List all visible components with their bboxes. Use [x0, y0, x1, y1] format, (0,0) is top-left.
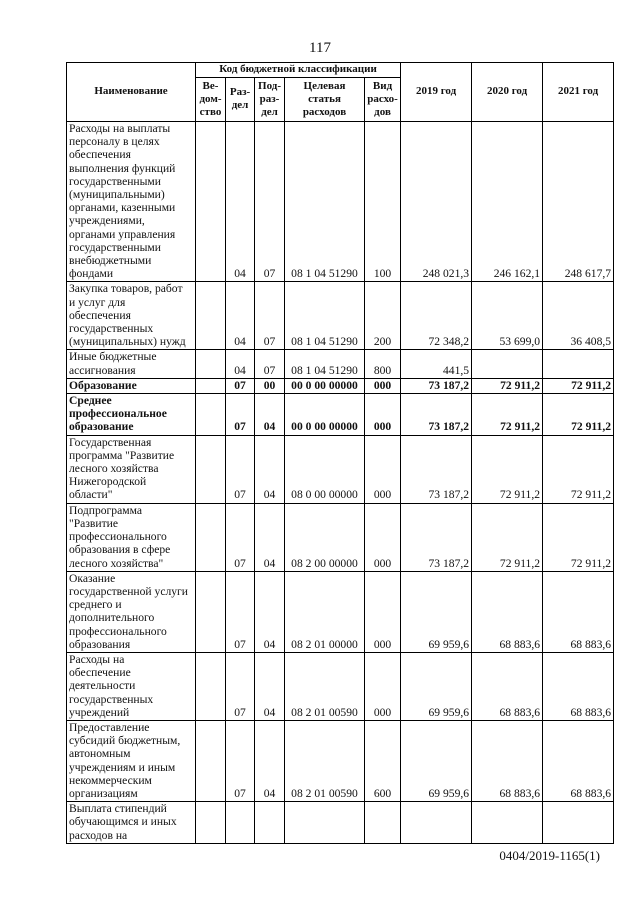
row-value-2021: 72 911,2 — [543, 394, 614, 436]
row-vedomstvo — [196, 350, 226, 378]
header-code-group: Код бюджетной классификации — [196, 63, 401, 78]
row-target-code: 08 0 00 00000 — [285, 435, 365, 503]
row-value-2020: 53 699,0 — [472, 282, 543, 350]
row-value-2019: 73 187,2 — [401, 503, 472, 571]
row-value-2019: 69 959,6 — [401, 571, 472, 652]
header-2019: 2019 год — [401, 63, 472, 122]
row-vid: 000 — [365, 378, 401, 393]
table-row — [67, 282, 614, 350]
row-razdel: 07 — [226, 435, 255, 503]
row-vid: 000 — [365, 652, 401, 720]
row-value-2019: 73 187,2 — [401, 378, 472, 393]
row-vid: 000 — [365, 394, 401, 436]
row-vedomstvo — [196, 652, 226, 720]
table-row — [67, 571, 614, 652]
row-razdel — [226, 802, 255, 844]
row-razdel: 07 — [226, 720, 255, 801]
row-name: Подпрограмма "Развитие профессионального образования в сфере лесного хозяйства" — [67, 503, 196, 571]
table-row — [67, 122, 614, 282]
row-vedomstvo — [196, 435, 226, 503]
row-value-2019 — [401, 802, 472, 844]
row-podrazdel: 00 — [255, 378, 285, 393]
row-vid: 200 — [365, 282, 401, 350]
row-target-code: 00 0 00 00000 — [285, 394, 365, 436]
row-value-2020: 72 911,2 — [472, 435, 543, 503]
row-value-2020: 68 883,6 — [472, 571, 543, 652]
row-value-2020 — [472, 350, 543, 378]
header-name: Наименование — [67, 63, 196, 122]
table-row — [67, 350, 614, 378]
row-target-code: 00 0 00 00000 — [285, 378, 365, 393]
row-podrazdel: 04 — [255, 394, 285, 436]
row-razdel: 04 — [226, 350, 255, 378]
row-razdel: 04 — [226, 122, 255, 282]
row-podrazdel: 04 — [255, 571, 285, 652]
row-podrazdel: 04 — [255, 503, 285, 571]
row-vid — [365, 802, 401, 844]
table-row — [67, 652, 614, 720]
row-value-2020: 72 911,2 — [472, 394, 543, 436]
row-name: Закупка товаров, работ и услуг для обеспечения государственных (муниципальных) нужд — [67, 282, 196, 350]
row-value-2021: 248 617,7 — [543, 122, 614, 282]
row-target-code: 08 2 01 00000 — [285, 571, 365, 652]
table-row — [67, 394, 614, 436]
row-name: Расходы на обеспечение деятельности государственных учреждений — [67, 652, 196, 720]
row-podrazdel: 04 — [255, 652, 285, 720]
header-razdel: Раз- дел — [226, 78, 255, 122]
row-target-code: 08 1 04 51290 — [285, 122, 365, 282]
row-vid: 600 — [365, 720, 401, 801]
row-value-2021: 68 883,6 — [543, 571, 614, 652]
row-razdel: 07 — [226, 378, 255, 393]
header-2021: 2021 год — [543, 63, 614, 122]
row-vedomstvo — [196, 503, 226, 571]
row-value-2020 — [472, 802, 543, 844]
row-value-2020: 72 911,2 — [472, 378, 543, 393]
row-podrazdel: 04 — [255, 720, 285, 801]
budget-table — [66, 62, 614, 844]
row-value-2019: 441,5 — [401, 350, 472, 378]
header-vedomstvo: Ве- дом- ство — [196, 78, 226, 122]
row-razdel: 04 — [226, 282, 255, 350]
row-name: Оказание государственной услуги среднего и дополнительного профессионального образования — [67, 571, 196, 652]
row-value-2021: 68 883,6 — [543, 652, 614, 720]
row-vedomstvo — [196, 378, 226, 393]
row-razdel: 07 — [226, 652, 255, 720]
row-value-2019: 72 348,2 — [401, 282, 472, 350]
row-value-2021: 72 911,2 — [543, 503, 614, 571]
row-vedomstvo — [196, 282, 226, 350]
page-number: 117 — [309, 40, 331, 56]
row-vid: 000 — [365, 571, 401, 652]
row-vid: 100 — [365, 122, 401, 282]
row-value-2020: 68 883,6 — [472, 720, 543, 801]
table-row — [67, 503, 614, 571]
row-podrazdel: 07 — [255, 350, 285, 378]
row-value-2021: 72 911,2 — [543, 378, 614, 393]
row-vedomstvo — [196, 122, 226, 282]
row-value-2020: 246 162,1 — [472, 122, 543, 282]
row-target-code: 08 1 04 51290 — [285, 282, 365, 350]
row-name: Среднее профессиональное образование — [67, 394, 196, 436]
row-value-2019: 73 187,2 — [401, 435, 472, 503]
row-vedomstvo — [196, 720, 226, 801]
header-vid: Вид расхо- дов — [365, 78, 401, 122]
header-podrazdel: Под- раз- дел — [255, 78, 285, 122]
row-value-2019: 69 959,6 — [401, 652, 472, 720]
row-razdel: 07 — [226, 394, 255, 436]
row-vid: 000 — [365, 503, 401, 571]
row-target-code: 08 1 04 51290 — [285, 350, 365, 378]
row-value-2021: 36 408,5 — [543, 282, 614, 350]
row-value-2020: 72 911,2 — [472, 503, 543, 571]
row-razdel: 07 — [226, 503, 255, 571]
row-value-2021: 68 883,6 — [543, 720, 614, 801]
row-name: Государственная программа "Развитие лесного хозяйства Нижегородской области" — [67, 435, 196, 503]
row-value-2019: 248 021,3 — [401, 122, 472, 282]
table-row — [67, 720, 614, 801]
table-row — [67, 435, 614, 503]
row-vedomstvo — [196, 571, 226, 652]
row-value-2020: 68 883,6 — [472, 652, 543, 720]
row-vid: 800 — [365, 350, 401, 378]
header-2020: 2020 год — [472, 63, 543, 122]
row-value-2021 — [543, 350, 614, 378]
row-target-code: 08 2 01 00590 — [285, 652, 365, 720]
row-vid: 000 — [365, 435, 401, 503]
document-number: 0404/2019-1165(1) — [499, 848, 600, 863]
table-row — [67, 802, 614, 844]
row-name: Образование — [67, 378, 196, 393]
row-vedomstvo — [196, 802, 226, 844]
row-target-code — [285, 802, 365, 844]
row-vedomstvo — [196, 394, 226, 436]
row-target-code: 08 2 00 00000 — [285, 503, 365, 571]
row-podrazdel — [255, 802, 285, 844]
row-value-2021: 72 911,2 — [543, 435, 614, 503]
row-value-2019: 73 187,2 — [401, 394, 472, 436]
row-name: Предоставление субсидий бюджетным, автономным учреждениям и иным некоммерческим организациям — [67, 720, 196, 801]
row-target-code: 08 2 01 00590 — [285, 720, 365, 801]
row-value-2019: 69 959,6 — [401, 720, 472, 801]
header-target: Целевая статья расходов — [285, 78, 365, 122]
row-razdel: 07 — [226, 571, 255, 652]
row-podrazdel: 07 — [255, 282, 285, 350]
row-name: Расходы на выплаты персоналу в целях обеспечения выполнения функций государственными (муниципальными) органами, казенными учреждениями, органами управления государственными внебюджетными фондами — [67, 122, 196, 282]
table-row — [67, 378, 614, 393]
row-podrazdel: 07 — [255, 122, 285, 282]
row-name: Выплата стипендий обучающимся и иных расходов на — [67, 802, 196, 844]
row-podrazdel: 04 — [255, 435, 285, 503]
row-name: Иные бюджетные ассигнования — [67, 350, 196, 378]
row-value-2021 — [543, 802, 614, 844]
